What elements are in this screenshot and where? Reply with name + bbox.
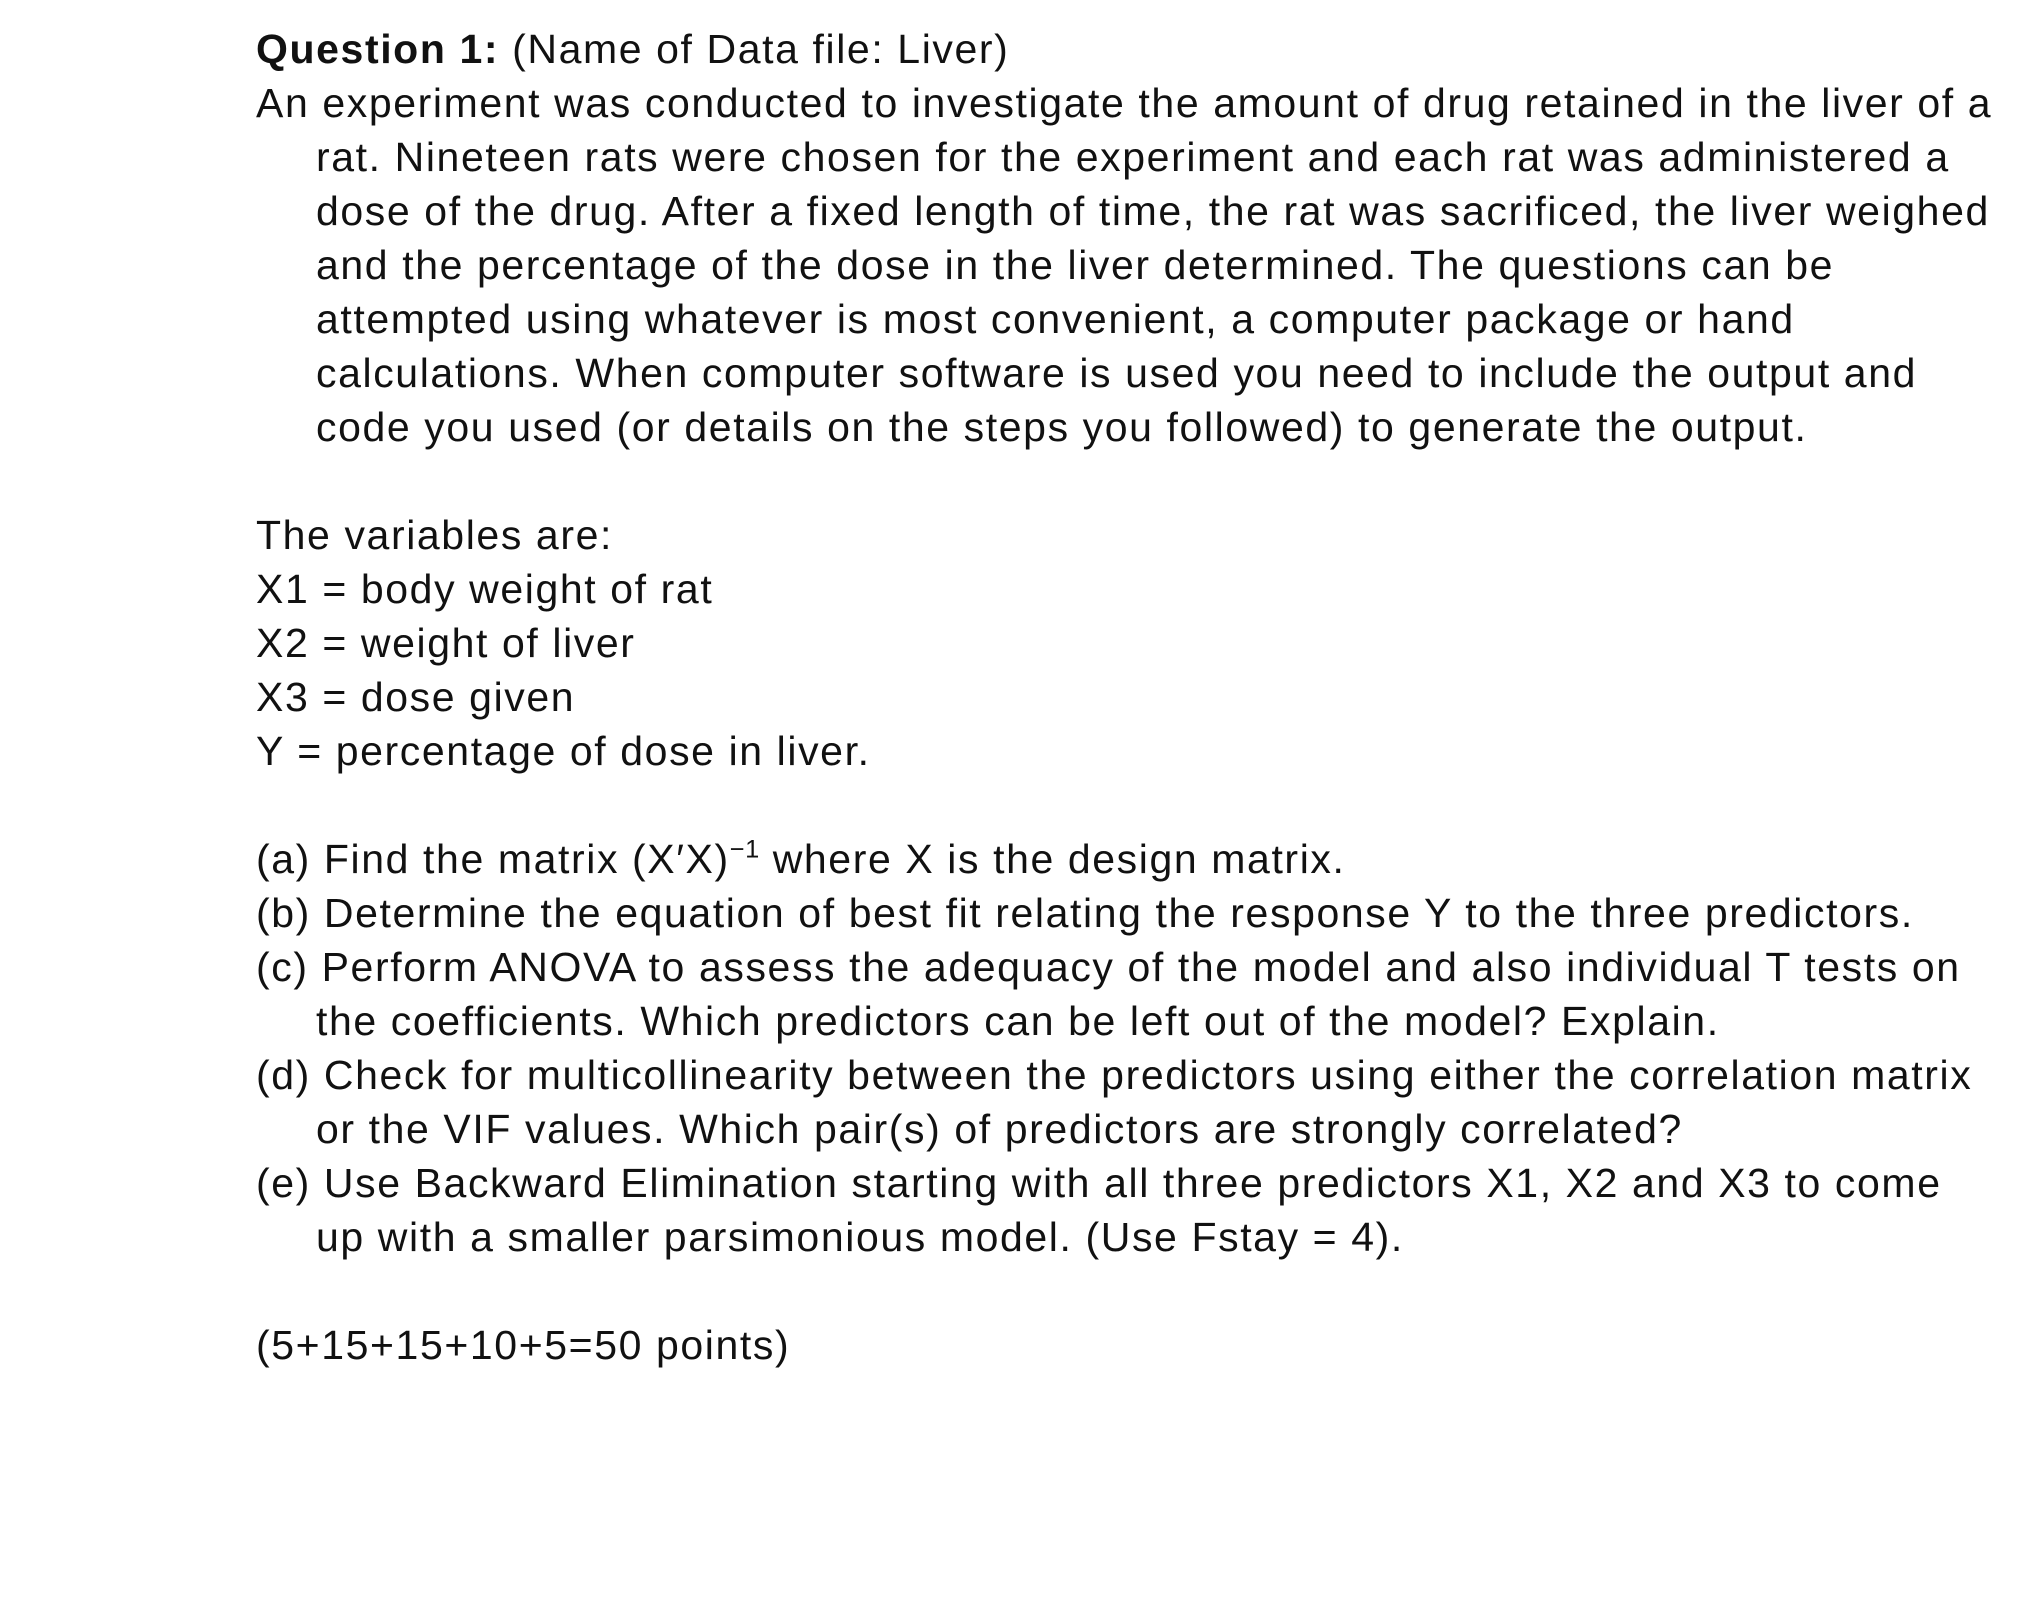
part-a-text-end: where X is the design matrix. [759,836,1346,882]
variables-heading: The variables are: [256,512,613,558]
inverse-superscript: −1 [729,835,760,864]
variable-x3: X3 = dose given [256,674,576,720]
spacer [256,1264,1996,1318]
variable-x2: X2 = weight of liver [256,620,636,666]
question-header [256,22,1996,76]
question-label: Question 1: [256,26,500,72]
variable-x1: X1 = body weight of rat [256,566,714,612]
part-b: (b) Determine the equation of best fit relating the response Y to the three predictors. [256,890,1914,936]
part-a-text: (a) Find the matrix (X′X) [256,836,730,882]
spacer [256,778,1996,832]
variable-y: Y = percentage of dose in liver. [256,728,871,774]
part-d: (d) Check for multicollinearity between the predictors using either the correlation matrix or the VIF values. Which pair(s) of predictors are strongly correlated? [256,1052,1973,1152]
question-intro: An experiment was conducted to investigate the amount of drug retained in the liver of a rat. Nineteen rats were chosen for the experiment and each rat was administered a dose of the drug. After a fixed length of time, the rat was sacrificed, the liver weighed and the percentage of the dose in the liver determined. The questions can be attempted using whatever is most convenient, a computer package or hand calculations. When computer software is used you need to include the output and code you used (or details on the steps you followed) to generate the output. [256,80,1993,450]
points-breakdown: (5+15+15+10+5=50 points) [256,1322,791,1368]
data-file-name: (Name of Data file: Liver) [512,26,1010,72]
spacer [256,454,1996,508]
part-e: (e) Use Backward Elimination starting with all three predictors X1, X2 and X3 to come up with a smaller parsimonious model. (Use Fstay = 4). [256,1160,1942,1260]
part-c: (c) Perform ANOVA to assess the adequacy of the model and also individual T tests on the coefficients. Which predictors can be left out of the model? Explain. [256,944,1961,1044]
question-document [256,22,1996,1372]
part-a [256,832,1996,886]
